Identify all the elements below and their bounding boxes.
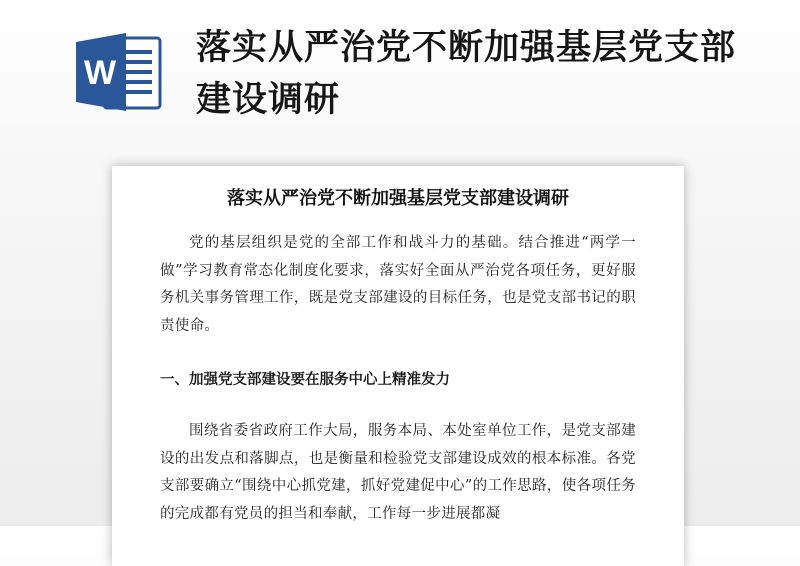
section-heading: 一、加强党支部建设要在服务中心上精准发力 [160, 372, 450, 388]
page-title: 落实从严治党不断加强基层党支部建设调研 [196, 28, 737, 120]
document-paragraph: 围绕省委省政府工作大局，服务本局、本处室单位工作，是党支部建设的出发点和落脚点，也是衡量和检验党支部建设成效的根本标准。各党支部要确立“围绕中心抓党建，抓好党建促中心”的工作思路，使各项任务的完成都有党员的担当和奉献，工作每一步进展都凝 [160, 423, 636, 522]
document-title: 落实从严治党不断加强基层党支部建设调研 [227, 188, 569, 209]
word-icon-letter: W [83, 54, 117, 92]
document-page-preview [112, 166, 684, 566]
document-paragraph: 党的基层组织是党的全部工作和战斗力的基础。结合推进“两学一做”学习教育常态化制度化要求，落实好全面从严治党各项任务，更好服务机关事务管理工作，既是党支部建设的目标任务，也是党支部书记的职责使命。 [160, 235, 636, 334]
page-header [0, 0, 800, 150]
word-document-icon [74, 30, 166, 114]
